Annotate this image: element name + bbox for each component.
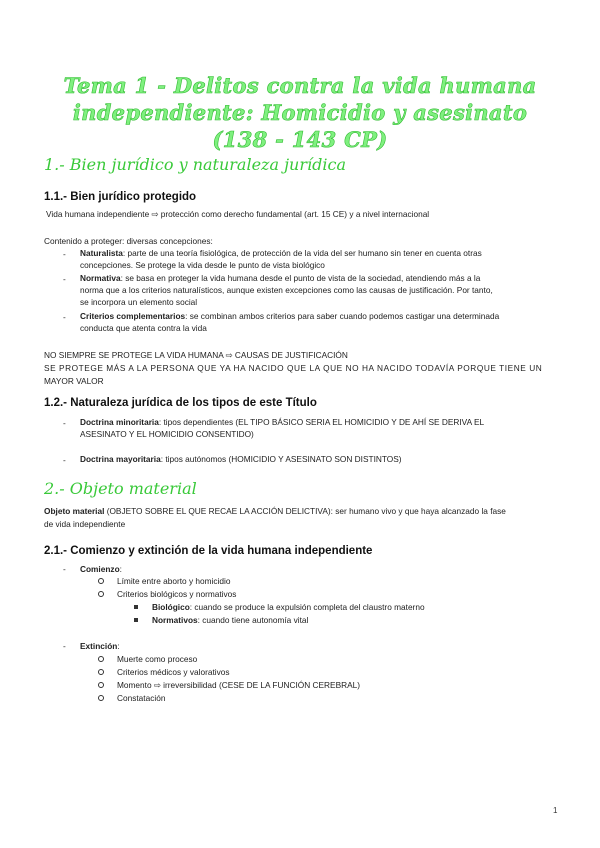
- list-item: Muerte como proceso: [117, 654, 198, 664]
- item-text: : cuando tiene autonomía vital: [197, 615, 309, 625]
- item-label: Criterios complementarios: [80, 311, 186, 321]
- title-line-3: (138 - 143 CP): [212, 127, 388, 152]
- circle-bullet: [98, 578, 104, 584]
- list-item: [80, 247, 558, 271]
- square-bullet: [134, 605, 138, 609]
- dash-bullet: -: [63, 312, 66, 322]
- dash-bullet: -: [63, 455, 66, 465]
- list-item: Criterios biológicos y normativos: [117, 589, 237, 599]
- list-item: Constatación: [117, 693, 166, 703]
- intro-text: Vida humana independiente ⇨ protección como derecho fundamental (art. 15 CE) y a nivel internacional: [46, 209, 430, 219]
- list-item: Límite entre aborto y homicidio: [117, 576, 231, 586]
- title-line-1: Tema 1 - Delitos contra la vida humana: [63, 73, 537, 98]
- item-text: : cuando se produce la expulsión completa del claustro materno: [189, 602, 425, 612]
- comienzo-label: Comienzo: [80, 564, 120, 574]
- item-label: Doctrina mayoritaria: [80, 454, 161, 464]
- caps-note-1: NO SIEMPRE SE PROTEGE LA VIDA HUMANA ⇨ CAUSAS DE JUSTIFICACIÓN: [44, 350, 348, 360]
- dash-bullet: -: [63, 249, 66, 259]
- circle-bullet: [98, 695, 104, 701]
- list-item: [152, 615, 308, 625]
- comienzo-item: Comienzo:: [80, 564, 122, 574]
- extincion-item: Extinción:: [80, 641, 120, 651]
- page-number: 1: [553, 806, 558, 815]
- list-item: [80, 453, 558, 465]
- circle-bullet: [98, 591, 104, 597]
- subsection-1-2-heading: 1.2.- Naturaleza jurídica de los tipos de este Título: [44, 397, 317, 409]
- list-item: [80, 272, 558, 308]
- section-1-heading: 1.- Bien jurídico y naturaleza jurídica: [44, 155, 346, 174]
- item-text: conducta que atenta contra la vida: [80, 323, 207, 333]
- definition-label: Objeto material: [44, 506, 105, 516]
- square-bullet: [134, 618, 138, 622]
- definition-line-1: [44, 506, 506, 516]
- item-label: Normativos: [152, 615, 198, 625]
- extincion-label: Extinción: [80, 641, 118, 651]
- dash-bullet: -: [63, 564, 66, 574]
- dash-bullet: -: [63, 274, 66, 284]
- definition-line-2: de vida independiente: [44, 519, 126, 529]
- item-text: ASESINATO Y EL HOMICIDIO CONSENTIDO): [80, 429, 254, 439]
- circle-bullet: [98, 669, 104, 675]
- circle-bullet: [98, 682, 104, 688]
- item-label: Normativa: [80, 273, 121, 283]
- subsection-1-1-heading: 1.1.- Bien jurídico protegido: [44, 191, 197, 203]
- dash-bullet: -: [63, 641, 66, 651]
- item-label: Doctrina minoritaria: [80, 417, 159, 427]
- definition-text: (OBJETO SOBRE EL QUE RECAE LA ACCIÓN DELICTIVA): ser humano vivo y que haya alcanzado la fase: [104, 506, 506, 516]
- item-label: Naturalista: [80, 248, 123, 258]
- dash-bullet: -: [63, 418, 66, 428]
- item-text: : se basa en proteger la vida humana desde el punto de vista de la sociedad, atendiendo más a la: [120, 273, 481, 283]
- list-item: [80, 310, 558, 334]
- circle-bullet: [98, 656, 104, 662]
- title-line-2: independiente: Homicidio y asesinato: [72, 100, 528, 125]
- caps-note-2a: SE PROTEGE MÁS A LA PERSONA QUE YA HA NACIDO QUE LA QUE NO HA NACIDO TODAVÍA PORQUE TIENE UN: [44, 363, 543, 373]
- item-label: Biológico: [152, 602, 190, 612]
- list-item: [80, 416, 558, 440]
- subsection-2-1-heading: 2.1.- Comienzo y extinción de la vida humana independiente: [44, 545, 373, 557]
- document-title: [60, 72, 540, 153]
- item-text: : tipos dependientes (EL TIPO BÁSICO SERIA EL HOMICIDIO Y DE AHÍ SE DERIVA EL: [158, 417, 485, 427]
- list-item: Momento ⇨ irreversibilidad (CESE DE LA FUNCIÓN CEREBRAL): [117, 680, 361, 690]
- caps-note-2b: MAYOR VALOR: [44, 376, 104, 386]
- item-text: concepciones. Se protege la vida desde le punto de vista biológico: [80, 260, 325, 270]
- item-text: norma que a los criterios naturalísticos, aunque existen excepciones como las causas de justificación. Por tanto,: [80, 285, 493, 295]
- item-text: : parte de una teoría fisiológica, de protección de la vida del ser humano sin tener en cuenta otras: [122, 248, 482, 258]
- section-2-heading: 2.- Objeto material: [44, 479, 197, 498]
- list-item: Criterios médicos y valorativos: [117, 667, 230, 677]
- list-item: [152, 602, 425, 612]
- content-lead: Contenido a proteger: diversas concepciones:: [44, 236, 213, 246]
- item-text: : se combinan ambos criterios para saber cuando podemos castigar una determinada: [185, 311, 500, 321]
- item-text: se incorpora un elemento social: [80, 297, 198, 307]
- item-text: : tipos autónomos (HOMICIDIO Y ASESINATO SON DISTINTOS): [160, 454, 402, 464]
